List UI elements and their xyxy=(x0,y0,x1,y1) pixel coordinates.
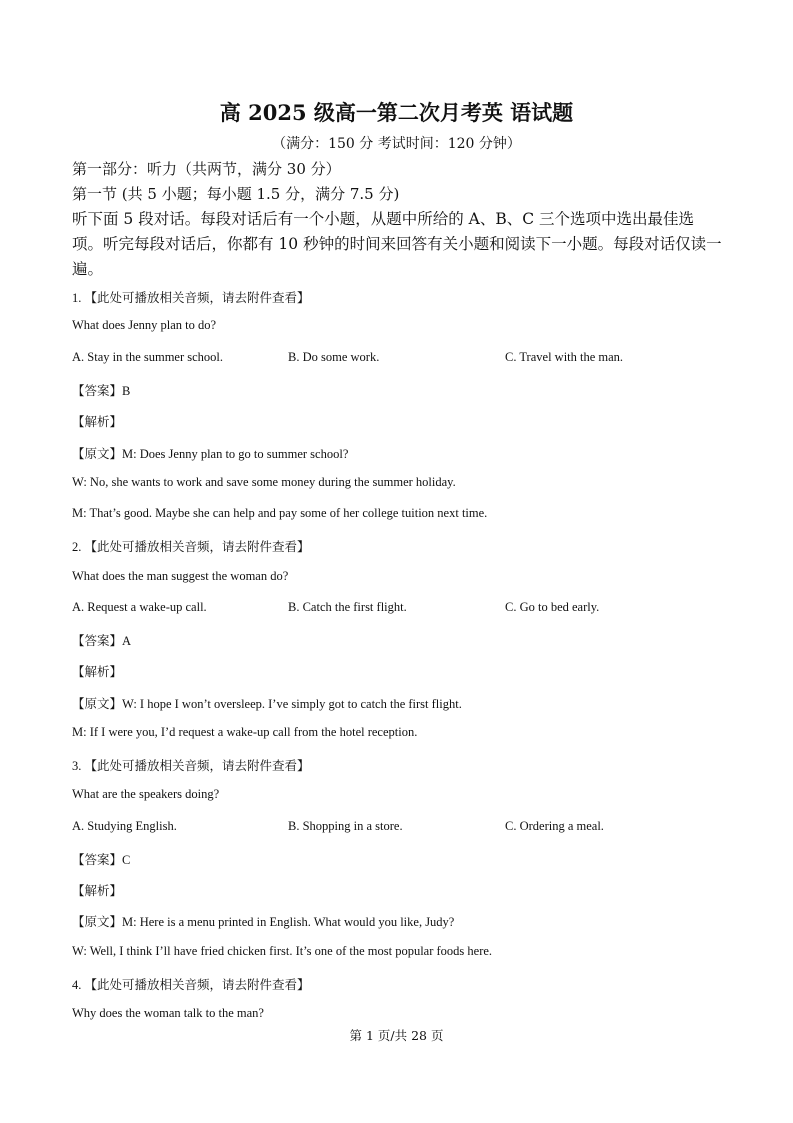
question-2-text: What does the man suggest the woman do? xyxy=(72,569,289,583)
question-3-option-c: C. Ordering a meal. xyxy=(505,819,604,833)
question-2-option-b: B. Catch the first flight. xyxy=(288,600,407,614)
page-number: 第 1 页/共 28 页 xyxy=(349,1028,444,1043)
question-2-option-c: C. Go to bed early. xyxy=(505,600,600,614)
question-3-transcript-1: 【原文】M: Here is a menu printed in English. What would you like, Judy? xyxy=(72,915,455,929)
part-heading: 第一部分：听力（共两节，满分 30 分） xyxy=(72,160,341,178)
question-1-heading: 1. 【此处可播放相关音频，请去附件查看】 xyxy=(72,291,310,305)
question-1-text: What does Jenny plan to do? xyxy=(72,318,217,332)
instructions: 听下面 5 段对话。每段对话后有一个小题，从题中所给的 A、B、C 三个选项中选出最佳选项。听完每段对话后，你都有 10 秒钟的时间来回答有关小题和阅读下一小题。每段对话仅读一遍。 xyxy=(72,210,722,278)
question-3-analysis: 【解析】 xyxy=(72,884,123,898)
question-2-heading: 2. 【此处可播放相关音频，请去附件查看】 xyxy=(72,540,310,554)
question-1-option-b: B. Do some work. xyxy=(288,350,380,364)
question-2-option-a: A. Request a wake-up call. xyxy=(72,600,207,614)
section-heading: 第一节 (共 5 小题；每小题 1.5 分，满分 7.5 分) xyxy=(72,185,400,203)
question-2-transcript-1: 【原文】W: I hope I won’t oversleep. I’ve simply got to catch the first flight. xyxy=(72,697,462,711)
question-3-text: What are the speakers doing? xyxy=(72,787,220,801)
question-4-heading: 4. 【此处可播放相关音频，请去附件查看】 xyxy=(72,978,310,992)
question-1-answer: 【答案】B xyxy=(72,384,131,398)
question-3-heading: 3. 【此处可播放相关音频，请去附件查看】 xyxy=(72,759,310,773)
question-2-answer: 【答案】A xyxy=(72,634,132,648)
question-3-option-a: A. Studying English. xyxy=(72,819,177,833)
question-1-analysis: 【解析】 xyxy=(72,415,123,429)
page-title: 高 2025 级高一第二次月考英 语试题 xyxy=(219,100,574,125)
question-2-transcript-2: M: If I were you, I’d request a wake-up call from the hotel reception. xyxy=(72,725,418,739)
question-2-analysis: 【解析】 xyxy=(72,665,123,679)
question-1-option-c: C. Travel with the man. xyxy=(505,350,624,364)
question-3-answer: 【答案】C xyxy=(72,853,131,867)
question-3-transcript-2: W: Well, I think I’ll have fried chicken first. It’s one of the most popular foods here. xyxy=(72,944,493,958)
question-3-option-b: B. Shopping in a store. xyxy=(288,819,403,833)
question-1-transcript-2: W: No, she wants to work and save some money during the summer holiday. xyxy=(72,475,456,489)
question-1-transcript-3: M: That’s good. Maybe she can help and pay some of her college tuition next time. xyxy=(72,506,488,520)
question-4-text: Why does the woman talk to the man? xyxy=(72,1006,264,1020)
question-1-option-a: A. Stay in the summer school. xyxy=(72,350,224,364)
question-1-transcript-1: 【原文】M: Does Jenny plan to go to summer school? xyxy=(72,447,349,461)
exam-info: （满分：150 分 考试时间：120 分钟） xyxy=(272,136,521,152)
